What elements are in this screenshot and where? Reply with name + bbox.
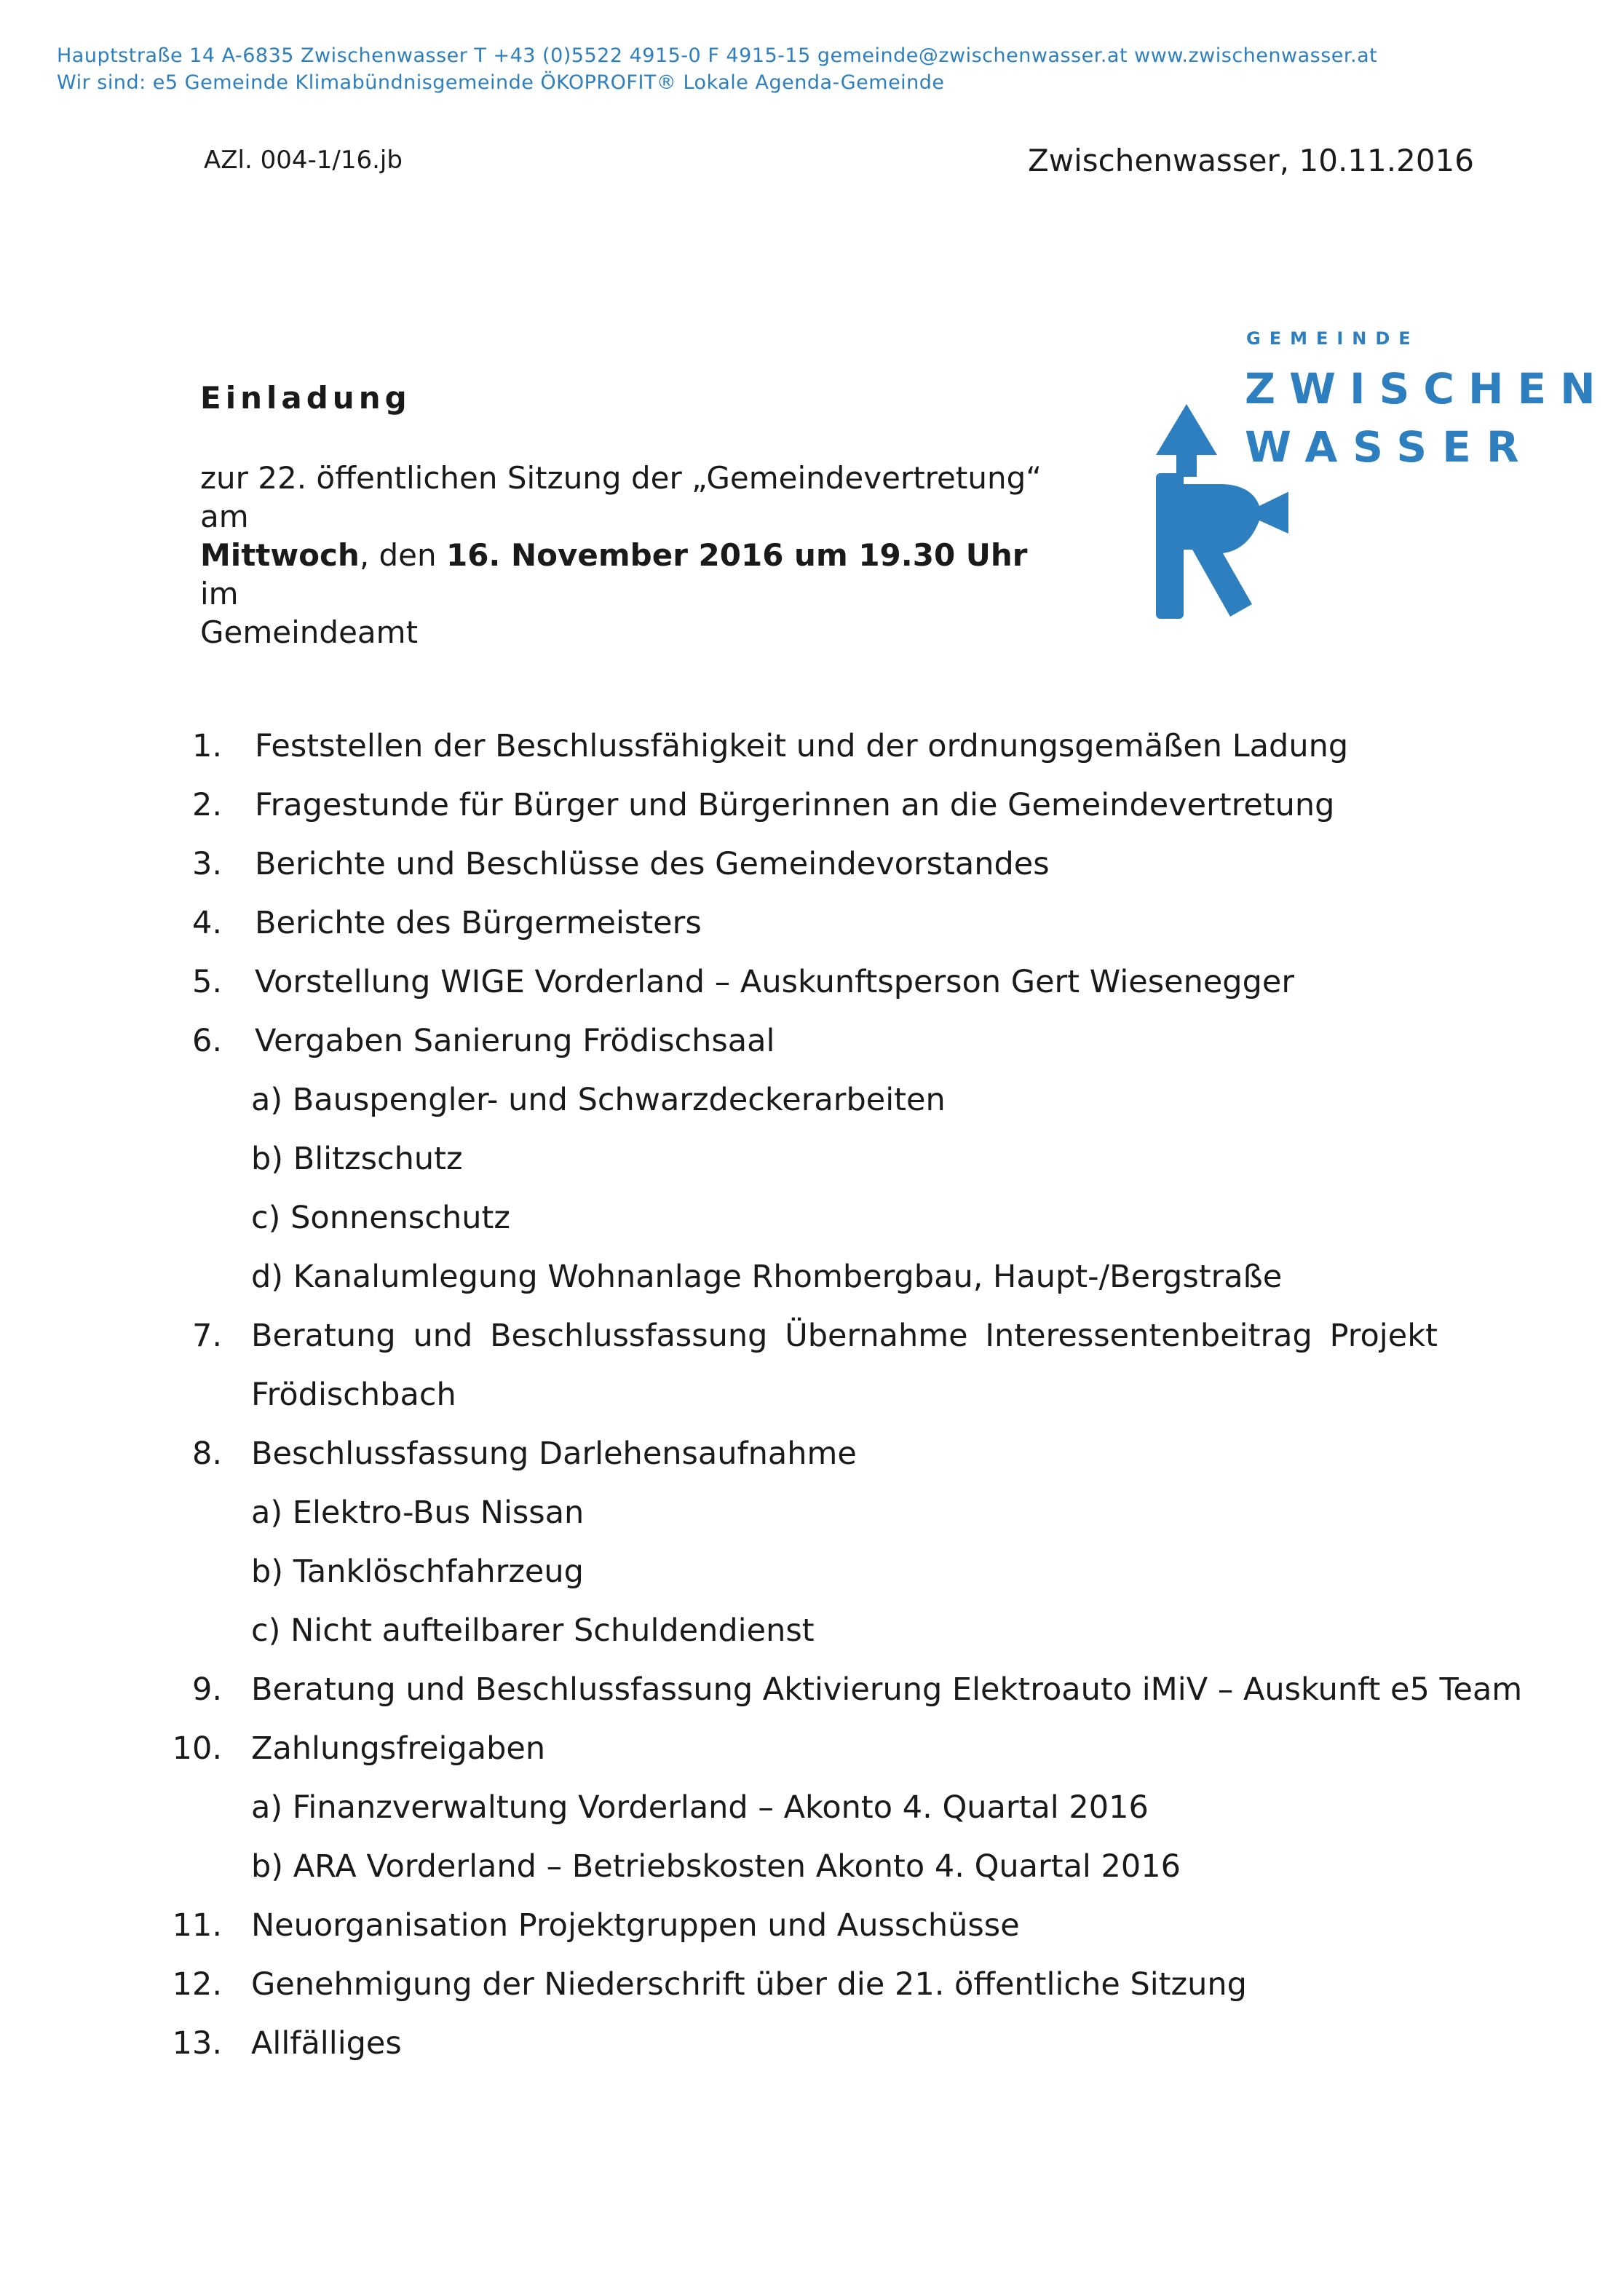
intro-text-1: zur 22. öffentlichen Sitzung der „Gemeindevertretung“ am [200,460,1042,534]
agenda-number: 1. [191,728,222,764]
agenda-number: 8. [191,1436,222,1472]
logo-signpost-icon [1143,404,1288,622]
intro-datetime: 16. November 2016 um 19.30 Uhr [445,537,1028,573]
agenda-text: Allfälliges [251,2025,402,2062]
agenda-text-justified [251,1318,1438,1354]
agenda-subtext: a) Finanzverwaltung Vorderland – Akonto 4. Quartal 2016 [251,1789,1149,1826]
agenda-text: Frödischbach [251,1377,456,1413]
agenda-word: Projekt [1329,1318,1438,1354]
agenda-subtext: b) Tanklöschfahrzeug [251,1553,584,1590]
intro-text-2: , den [359,537,446,573]
agenda-subtext: c) Sonnenschutz [251,1200,510,1236]
agenda-subtext: a) Elektro-Bus Nissan [251,1495,585,1531]
agenda-number: 5. [191,964,222,1000]
agenda-number: 2. [191,787,222,823]
logo-line1: ZWISCHEN [1245,364,1609,413]
agenda-word: Beratung [251,1318,396,1354]
agenda-text: Fragestunde für Bürger und Bürgerinnen an die Gemeindevertretung [255,787,1335,823]
agenda-number: 13. [172,2025,222,2062]
agenda-word: Interessentenbeitrag [985,1318,1312,1354]
date-line: Zwischenwasser, 10.11.2016 [1028,143,1474,178]
intro-location: Gemeindeamt [200,614,419,650]
letterhead-labels: Wir sind: e5 Gemeinde Klimabündnisgemeinde ÖKOPROFIT® Lokale Agenda-Gemeinde [57,71,945,94]
agenda-text: Neuorganisation Projektgruppen und Ausschüsse [251,1907,1020,1944]
agenda-text: Genehmigung der Niederschrift über die 21. öffentliche Sitzung [251,1966,1247,2003]
agenda-text: Berichte und Beschlüsse des Gemeindevorstandes [255,846,1050,882]
agenda-subtext: c) Nicht aufteilbarer Schuldendienst [251,1612,815,1649]
agenda-word: Übernahme [785,1318,968,1354]
municipality-logo [1143,324,1609,630]
invitation-intro [200,459,1074,652]
intro-weekday: Mittwoch [200,537,360,573]
document-title: Einladung [200,380,411,416]
agenda-number: 6. [191,1023,222,1059]
agenda-text: Zahlungsfreigaben [251,1730,546,1767]
agenda-text: Feststellen der Beschlussfähigkeit und der ordnungsgemäßen Ladung [255,728,1349,764]
agenda-subtext: b) Blitzschutz [251,1141,463,1177]
agenda-number: 3. [191,846,222,882]
letterhead-address: Hauptstraße 14 A-6835 Zwischenwasser T +43 (0)5522 4915-0 F 4915-15 gemeinde@zwischenwasser.at www.zwischenwasser.at [57,44,1378,67]
agenda-number: 10. [172,1730,222,1767]
agenda-text: Beschlussfassung Darlehensaufnahme [251,1436,857,1472]
agenda-text: Beratung und Beschlussfassung Aktivierung Elektroauto iMiV – Auskunft e5 Team [251,1671,1523,1708]
agenda-word: und [413,1318,473,1354]
agenda-number: 12. [172,1966,222,2003]
agenda-text: Berichte des Bürgermeisters [255,905,702,941]
agenda-text: Vergaben Sanierung Frödischsaal [255,1023,775,1059]
agenda-word: Beschlussfassung [490,1318,768,1354]
logo-line2: WASSER [1245,422,1534,472]
intro-text-3: im [200,576,239,611]
agenda-subtext: b) ARA Vorderland – Betriebskosten Akonto 4. Quartal 2016 [251,1848,1181,1885]
logo-small-text: GEMEINDE [1246,328,1419,349]
agenda-number: 9. [191,1671,222,1708]
agenda-subtext: a) Bauspengler- und Schwarzdeckerarbeiten [251,1082,946,1118]
reference-number: AZl. 004-1/16.jb [204,146,403,175]
agenda-number: 7. [191,1318,222,1354]
letterhead [57,42,1377,96]
agenda-number: 11. [172,1907,222,1944]
agenda-text: Vorstellung WIGE Vorderland – Auskunftsperson Gert Wiesenegger [255,964,1295,1000]
agenda-number: 4. [191,905,222,941]
agenda-subtext: d) Kanalumlegung Wohnanlage Rhombergbau, Haupt-/Bergstraße [251,1259,1283,1295]
